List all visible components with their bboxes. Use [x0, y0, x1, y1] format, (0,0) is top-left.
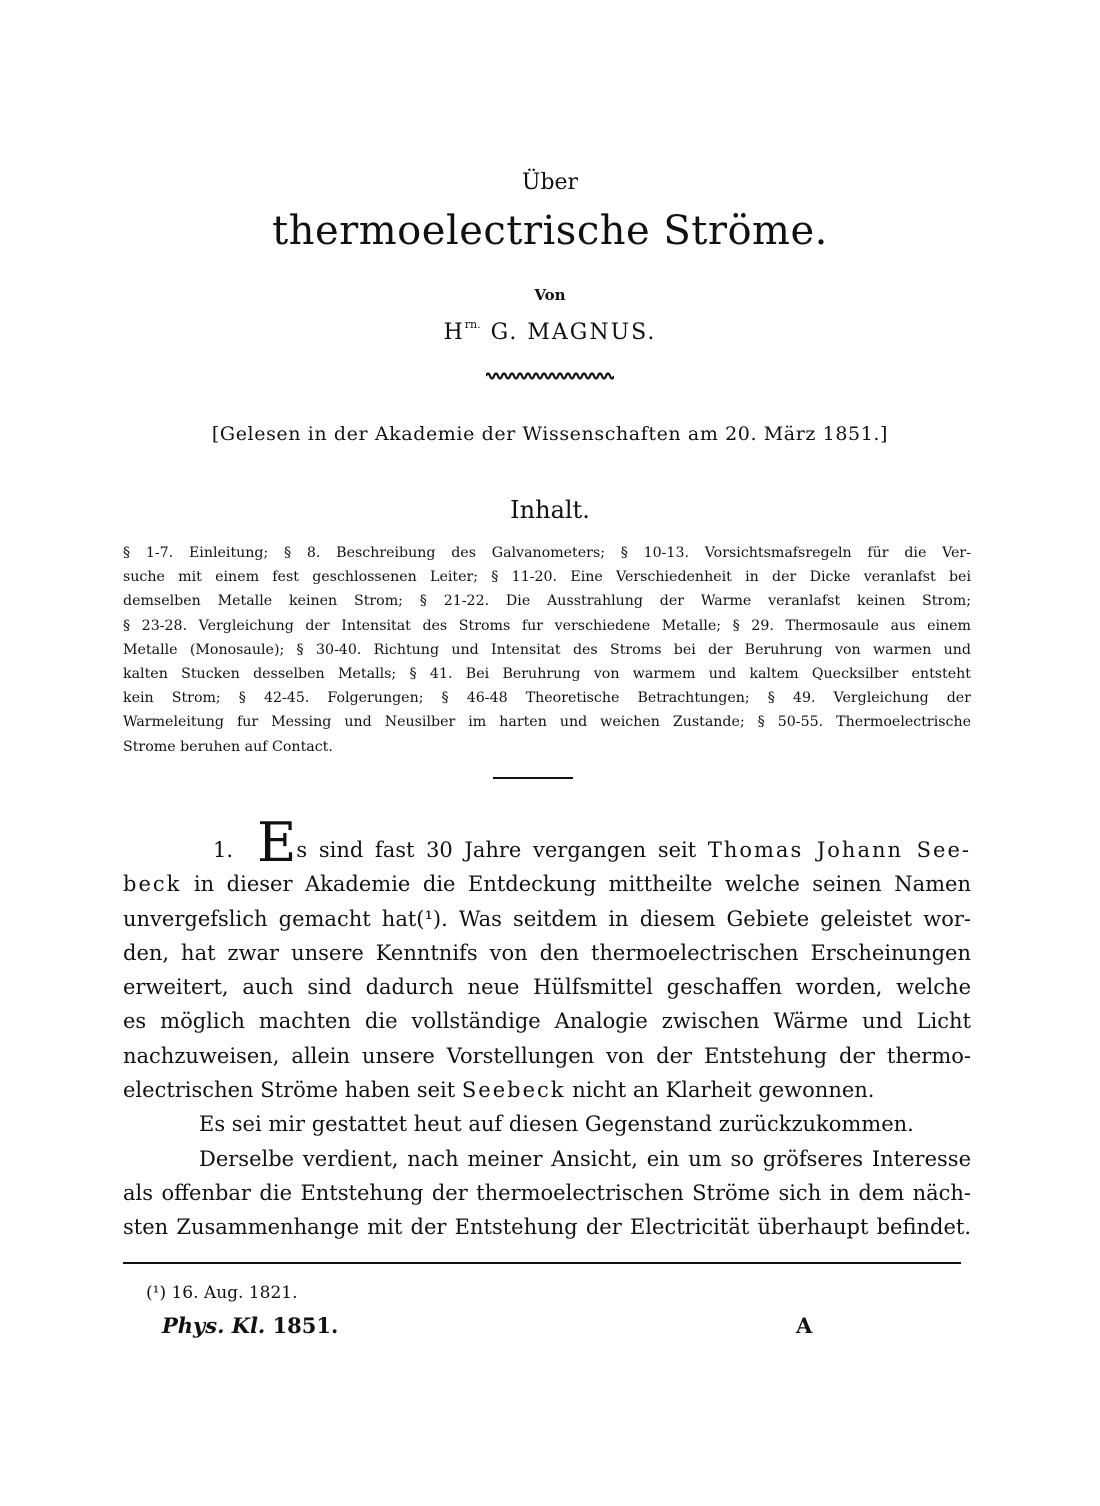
- body-line: Derselbe verdient, nach meiner Ansicht, ein um so gröfseres Interesse: [199, 1146, 971, 1171]
- section-number: 1.: [213, 838, 234, 862]
- body-line: erweitert, auch sind dadurch neue Hülfsmittel geschaffen worden, welche: [123, 975, 971, 1000]
- author-title-suffix: rn.: [464, 318, 481, 331]
- contents-line: § 1-7. Einleitung; § 8. Beschreibung des Galvanometers; § 10-13. Vorsichtsmafsregeln für die Ver-: [123, 545, 971, 561]
- person-name: beck: [123, 872, 182, 897]
- journal-name: Phys. Kl.: [162, 1313, 266, 1338]
- body-text-fragment: nicht an Klarheit gewonnen.: [572, 1078, 875, 1103]
- body-text: [123, 811, 971, 1245]
- body-line: Es sei mir gestattet heut auf diesen Gegenstand zurückzukommen.: [199, 1112, 914, 1137]
- body-line: sten Zusammenhange mit der Entstehung der Electricität überhaupt befindet.: [123, 1215, 971, 1240]
- body-line: [123, 811, 971, 874]
- body-line: nachzuweisen, allein unsere Vorstellungen von der Entstehung der thermo-: [123, 1043, 971, 1068]
- body-line: den, hat zwar unsere Kenntnifs von den thermoelectrischen Erscheinungen: [123, 940, 971, 965]
- author-prefix: H: [443, 320, 465, 345]
- reading-note: [Gelesen in der Akademie der Wissenschaften am 20. März 1851.]: [211, 423, 889, 445]
- contents-list: [123, 541, 971, 759]
- contents-line: suche mit einem fest geschlossenen Leiter; § 11-20. Eine Verschiedenheit in der Dicke veranlafst bei: [123, 569, 971, 586]
- body-line: als offenbar die Entstehung der thermoelectrischen Ströme sich in dem näch-: [123, 1180, 971, 1205]
- contents-line: demselben Metalle keinen Strom; § 21-22. Die Ausstrahlung der Warme veranlafst keinen Strom;: [123, 593, 971, 610]
- contents-line: Strome beruhen auf Contact.: [123, 738, 333, 755]
- wavy-ornament: [486, 368, 614, 384]
- person-name: Thomas Johann See-: [707, 838, 971, 862]
- pre-title: Über: [521, 170, 579, 195]
- footnote: (¹) 16. Aug. 1821.: [146, 1283, 298, 1303]
- body-text-fragment: in dieser Akademie die Entdeckung mittheilte welche seinen Namen: [193, 872, 971, 897]
- contents-line: Metalle (Monosaule); § 30-40. Richtung und Intensitat des Stroms bei der Beruhrung von warmen und: [123, 641, 971, 658]
- byline-von: Von: [534, 286, 566, 304]
- author-line: [0, 320, 1100, 345]
- journal-reference: [162, 1313, 338, 1338]
- drop-cap: E: [257, 811, 297, 874]
- body-line: [123, 867, 971, 901]
- body-line: es möglich machten die vollständige Analogie zwischen Wärme und Licht: [123, 1009, 971, 1034]
- author-name: G. MAGNUS.: [490, 320, 657, 345]
- body-text-fragment: electrischen Ströme haben seit: [123, 1078, 456, 1103]
- signature-mark: A: [796, 1313, 813, 1338]
- contents-line: Warmeleitung fur Messing und Neusilber im harten und weichen Zustande; § 50-55. Thermoelectrische: [123, 714, 971, 731]
- contents-line: kalten Stucken desselben Metalls; § 41. Bei Beruhrung von warmem und kaltem Quecksilber entsteht: [123, 666, 971, 683]
- body-line: unvergefslich gemacht hat(¹). Was seitdem in diesem Gebiete geleistet wor-: [123, 906, 971, 931]
- footnote-divider: [123, 1262, 961, 1264]
- body-text-fragment: s sind fast 30 Jahre vergangen seit: [296, 838, 697, 862]
- contents-line: kein Strom; § 42-45. Folgerungen; § 46-48 Theoretische Betrachtungen; § 49. Vergleichung der: [123, 690, 971, 707]
- contents-heading: Inhalt.: [510, 496, 590, 524]
- wavy-ornament-line: [486, 374, 614, 379]
- body-line: [123, 1073, 971, 1107]
- section-divider: [493, 777, 573, 779]
- person-name: Seebeck: [461, 1078, 566, 1103]
- page-title: thermoelectrische Ströme.: [272, 208, 828, 254]
- journal-year: 1851.: [272, 1313, 339, 1338]
- contents-line: § 23-28. Vergleichung der Intensitat des Stroms fur verschiedene Metalle; § 29. Thermosaule aus einem: [123, 617, 971, 634]
